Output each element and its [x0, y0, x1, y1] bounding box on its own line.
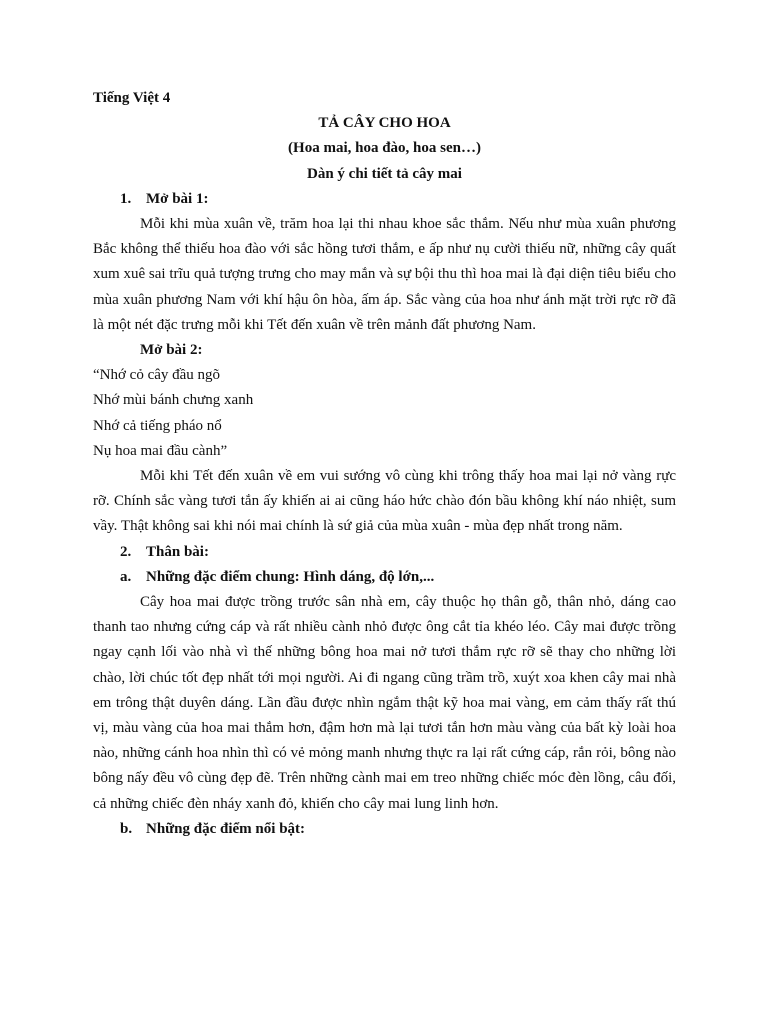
subsection-b-heading [93, 817, 676, 842]
section-2-number: 2. [120, 543, 132, 560]
intro-2-paragraph: Mỗi khi Tết đến xuân về em vui sướng vô cùng khi trông thấy hoa mai lại nở vàng rực rỡ. Chính sắc vàng tươi tắn ấy khiến ai ai cũng háo hức chào đón bầu không khí náo nhiệt, sum vầy. Thật không sai khi nói mai chính là sứ giả của mùa xuân - mùa đẹp nhất trong năm. [93, 468, 676, 535]
section-1-heading [93, 187, 676, 212]
outline-title: Dàn ý chi tiết tả cây mai [307, 165, 462, 182]
body-a-paragraph: Cây hoa mai được trồng trước sân nhà em, cây thuộc họ thân gỗ, thân nhỏ, dáng cao thanh tao nhưng cứng cáp và rất nhiều cành nhỏ được ông cắt tỉa khéo léo. Cây mai được trồng ngay cạnh lối vào nhà vì thế những bông hoa mai nở tươi thắm rực rỡ sẽ thay cho những lời chào, lời chúc tốt đẹp nhất tới mọi người. Ai đi ngang cũng trầm trồ, xuýt xoa khen cây mai nhà em trông thật duyên dáng. Lần đầu được nhìn ngắm thật kỹ hoa mai vàng, em cảm thấy rất thú vị, màu vàng của hoa mai thắm hơn, đậm hơn mà lại tươi tắn hơn màu vàng của bất kỳ loài hoa nào, những cánh hoa nhìn thì có vẻ mỏng manh nhưng thực ra lại rất cứng cáp, rắn rỏi, bông nào bông nấy đều vô cùng đẹp đẽ. Trên những cành mai em treo những chiếc móc đèn lồng, câu đối, cả những chiếc đèn nháy xanh đỏ, khiến cho cây mai lung linh hơn. [93, 594, 676, 812]
document-subtitle: (Hoa mai, hoa đào, hoa sen…) [288, 140, 481, 157]
subsection-a-heading-text: Những đặc điểm chung: Hình dáng, độ lớn,... [146, 568, 435, 585]
subsection-a-label: a. [120, 568, 132, 585]
subsection-a-heading [93, 565, 676, 590]
poem-line-1: “Nhớ cỏ cây đầu ngõ [93, 367, 221, 384]
document-title: TẢ CÂY CHO HOA [318, 115, 451, 132]
subsection-b-label: b. [120, 820, 133, 837]
document-page [93, 86, 676, 842]
intro-2-heading: Mở bài 2: [140, 342, 203, 359]
section-2-heading-text: Thân bài: [146, 543, 209, 560]
subsection-b-heading-text: Những đặc điểm nổi bật: [146, 820, 306, 837]
poem-line-2: Nhớ mùi bánh chưng xanh [93, 392, 254, 409]
section-2-heading [93, 540, 676, 565]
section-1-number: 1. [120, 190, 132, 207]
subject-label: Tiếng Việt 4 [93, 90, 171, 106]
poem-line-4: Nụ hoa mai đầu cành” [93, 442, 228, 459]
section-1-heading-text: Mở bài 1: [146, 190, 209, 207]
poem-line-3: Nhớ cả tiếng pháo nổ [93, 417, 222, 434]
intro-1-paragraph: Mỗi khi mùa xuân về, trăm hoa lại thi nhau khoe sắc thắm. Nếu như mùa xuân phương Bắc không thể thiếu hoa đào với sắc hồng tươi thắm, e ấp như nụ cười thiếu nữ, những cây quất xum xuê sai trĩu quả tượng trưng cho may mắn và sự bội thu thì hoa mai là đại diện tiêu biểu cho mùa xuân phương Nam với khí hậu ôn hòa, ấm áp. Sắc vàng của hoa như ánh mặt trời rực rỡ đã là một nét đặc trưng mỗi khi Tết đến xuân về trên mảnh đất phương Nam. [93, 216, 676, 333]
